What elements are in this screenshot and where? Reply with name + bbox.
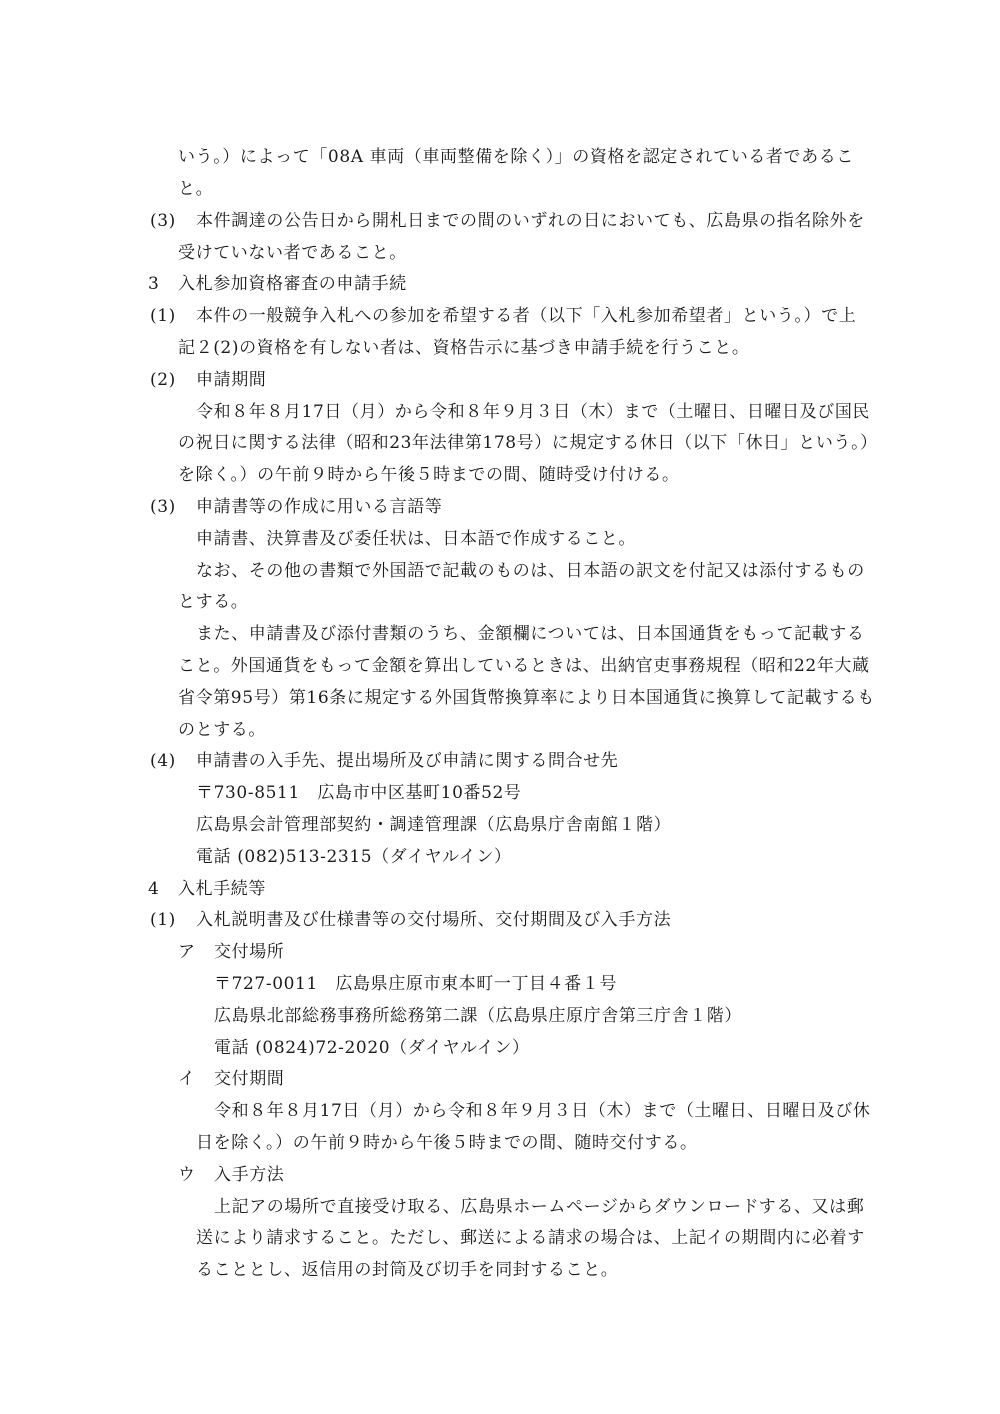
line-text: なお、その他の書類で外国語で記載のものは、日本語の訳文を付記又は添付するもの: [196, 561, 865, 581]
text-line: [0, 300, 1000, 332]
line-text: 記２(2)の資格を有しない者は、資格告示に基づき申請手続を行うこと。: [178, 338, 750, 358]
item-title: 申請期間: [196, 370, 267, 390]
item-number: (3): [150, 211, 176, 231]
item-number: (3): [150, 497, 176, 517]
text-line: [0, 1191, 1000, 1223]
item-number: (4): [150, 751, 176, 771]
line-text: のとする。: [178, 720, 266, 740]
line-text: 本件の一般競争入札への参加を希望する者（以下「入札参加希望者」という。）で上: [196, 306, 857, 326]
subitem-heading: [0, 1063, 1000, 1095]
section-title: 入札手続等: [178, 879, 266, 899]
text-line: [0, 173, 1000, 205]
address-line: [0, 777, 1000, 809]
text-line: [0, 459, 1000, 491]
subitem-heading: [0, 936, 1000, 968]
line-text: 広島県北部総務事務所総務第二課（広島県庄原庁舎第三庁舎１階）: [214, 1006, 742, 1026]
line-text: 送により請求すること。ただし、郵送による請求の場合は、上記イの期間内に必着す: [196, 1228, 865, 1248]
text-line: [0, 237, 1000, 269]
subitem-marker: ア: [178, 942, 196, 962]
text-line: [0, 682, 1000, 714]
line-text: いう。）によって「08A 車両（車両整備を除く）」の資格を認定されている者であるこ: [178, 147, 854, 167]
line-text: 〒730-8511 広島市中区基町10番52号: [196, 783, 522, 803]
address-line: [0, 1000, 1000, 1032]
text-line: [0, 427, 1000, 459]
item-title: 申請書等の作成に用いる言語等: [196, 497, 443, 517]
subitem-title: 交付期間: [214, 1069, 285, 1089]
subitem-heading: [0, 1159, 1000, 1191]
line-text: 令和８年８月17日（月）から令和８年９月３日（木）まで（土曜日、日曜日及び国民: [196, 402, 871, 422]
line-text: の祝日に関する法律（昭和23年法律第178号）に規定する休日（以下「休日」という。）: [178, 433, 878, 453]
text-line: [0, 586, 1000, 618]
section-number: 3: [148, 274, 160, 294]
section-heading: [0, 268, 1000, 300]
text-line: [0, 1254, 1000, 1286]
item-heading: [0, 364, 1000, 396]
item-heading: [0, 491, 1000, 523]
text-line: [0, 396, 1000, 428]
line-text: 広島県会計管理部契約・調達管理課（広島県庁舎南館１階）: [196, 815, 672, 835]
text-line: [0, 618, 1000, 650]
item-heading: [0, 904, 1000, 936]
text-line: [0, 1095, 1000, 1127]
item-heading: [0, 745, 1000, 777]
item-number: (1): [150, 306, 176, 326]
text-line: [0, 205, 1000, 237]
line-text: 日を除く。）の午前９時から午後５時までの間、随時交付する。: [196, 1133, 698, 1153]
item-number: (1): [150, 910, 176, 930]
text-line: [0, 523, 1000, 555]
line-text: 省令第95号）第16条に規定する外国貨幣換算率により日本国通貨に換算して記載するも: [178, 688, 875, 708]
line-text: また、申請書及び添付書類のうち、金額欄については、日本国通貨をもって記載する: [196, 624, 865, 644]
address-line: [0, 809, 1000, 841]
line-text: 〒727-0011 広島県庄原市東本町一丁目４番１号: [214, 974, 618, 994]
text-line: [0, 141, 1000, 173]
line-text: 電話 (082)513-2315（ダイヤルイン）: [196, 847, 512, 867]
section-heading: [0, 873, 1000, 905]
line-text: を除く。）の午前９時から午後５時までの間、随時受け付ける。: [178, 465, 680, 485]
item-title: 入札説明書及び仕様書等の交付場所、交付期間及び入手方法: [196, 910, 672, 930]
line-text: ることとし、返信用の封筒及び切手を同封すること。: [196, 1260, 619, 1280]
phone-line: [0, 841, 1000, 873]
address-line: [0, 968, 1000, 1000]
line-text: 申請書、決算書及び委任状は、日本語で作成すること。: [196, 529, 636, 549]
phone-line: [0, 1032, 1000, 1064]
item-number: (2): [150, 370, 176, 390]
text-line: [0, 332, 1000, 364]
line-text: 受けていない者であること。: [178, 243, 407, 263]
text-line: [0, 1127, 1000, 1159]
subitem-title: 入手方法: [214, 1165, 285, 1185]
line-text: 電話 (0824)72-2020（ダイヤルイン）: [214, 1038, 530, 1058]
line-text: こと。外国通貨をもって金額を算出しているときは、出納官吏事務規程（昭和22年大蔵: [178, 656, 870, 676]
text-line: [0, 650, 1000, 682]
text-line: [0, 1222, 1000, 1254]
line-text: とする。: [178, 592, 249, 612]
subitem-marker: イ: [178, 1069, 196, 1089]
line-text: と。: [178, 179, 214, 199]
text-line: [0, 555, 1000, 587]
line-text: 本件調達の公告日から開札日までの間のいずれの日においても、広島県の指名除外を: [196, 211, 865, 231]
subitem-title: 交付場所: [214, 942, 285, 962]
section-title: 入札参加資格審査の申請手続: [178, 274, 407, 294]
subitem-marker: ウ: [178, 1165, 196, 1185]
item-title: 申請書の入手先、提出場所及び申請に関する問合せ先: [196, 751, 619, 771]
section-number: 4: [148, 879, 160, 899]
text-line: [0, 714, 1000, 746]
line-text: 令和８年８月17日（月）から令和８年９月３日（木）まで（土曜日、日曜日及び休: [214, 1101, 871, 1121]
line-text: 上記アの場所で直接受け取る、広島県ホームページからダウンロードする、又は郵: [214, 1197, 865, 1217]
